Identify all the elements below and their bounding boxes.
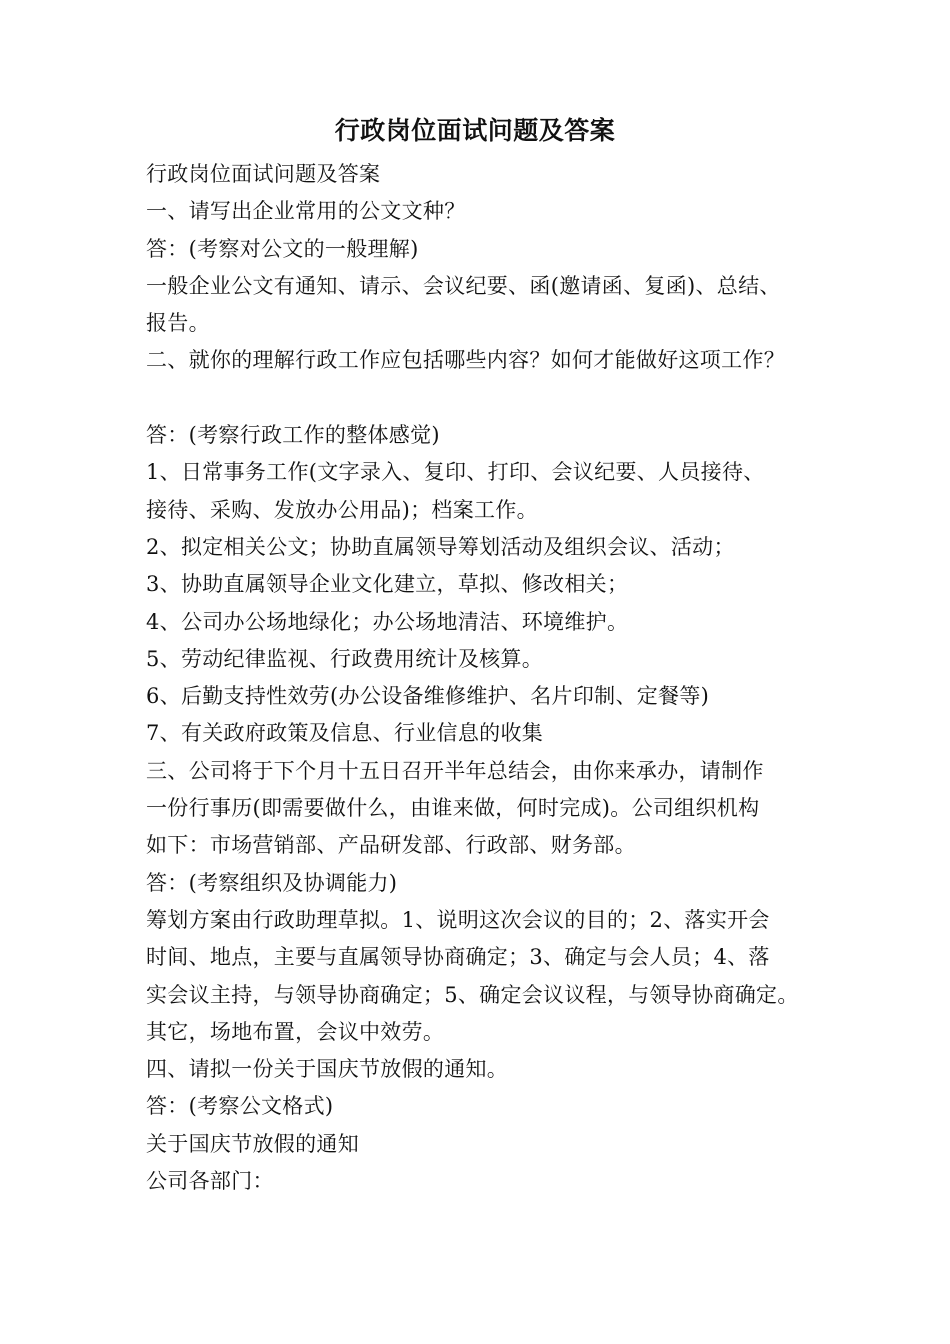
- text-line: 实会议主持，与领导协商确定；5、确定会议议程，与领导协商确定。: [146, 982, 799, 1007]
- text-line: 答：(考察组织及协调能力): [146, 870, 398, 895]
- text-line: 二、就你的理解行政工作应包括哪些内容？如何才能做好这项工作？: [146, 348, 785, 373]
- text-line: 6、后勤支持性效劳(办公设备维修维护、名片印制、定餐等): [146, 684, 710, 709]
- text-line: 答：(考察公文格式): [146, 1094, 334, 1119]
- text-line: 答：(考察对公文的一般理解): [146, 236, 419, 261]
- text-line: 答：(考察行政工作的整体感觉): [146, 423, 440, 448]
- text-line: 7、有关政府政策及信息、行业信息的收集: [146, 721, 544, 746]
- text-line: 三、公司将于下个月十五日召开半年总结会，由你来承办，请制作: [146, 758, 764, 783]
- text-line: 接待、采购、发放办公用品)；档案工作。: [146, 497, 538, 522]
- document-title: 行政岗位面试问题及答案: [334, 116, 616, 145]
- text-line: 时间、地点，主要与直属领导协商确定；3、确定与会人员；4、落: [146, 945, 770, 970]
- text-line: 行政岗位面试问题及答案: [146, 162, 381, 186]
- text-line: 1、日常事务工作(文字录入、复印、打印、会议纪要、人员接待、: [146, 460, 765, 485]
- text-line: 公司各部门：: [146, 1169, 274, 1194]
- text-line: 筹划方案由行政助理草拟。1、说明这次会议的目的；2、落实开会: [146, 907, 770, 932]
- text-line: 其它，场地布置，会议中效劳。: [146, 1019, 445, 1044]
- text-line: 4、公司办公场地绿化；办公场地清洁、环境维护。: [146, 609, 629, 634]
- text-line: 一份行事历(即需要做什么，由谁来做，何时完成)。公司组织机构: [146, 796, 760, 821]
- text-line: 一般企业公文有通知、请示、会议纪要、函(邀请函、复函)、总结、: [146, 273, 781, 298]
- blank-line: [146, 380, 846, 417]
- text-line: 5、劳动纪律监视、行政费用统计及核算。: [146, 646, 544, 671]
- text-line: 3、协助直属领导企业文化建立，草拟、修改相关；: [146, 572, 629, 597]
- text-line: 报告。: [146, 311, 210, 336]
- text-line: 四、请拟一份关于国庆节放假的通知。: [146, 1057, 509, 1082]
- text-line: 2、拟定相关公文；协助直属领导筹划活动及组织会议、活动；: [146, 534, 735, 559]
- text-line: 一、请写出企业常用的公文文种？: [146, 199, 466, 224]
- text-line: 关于国庆节放假的通知: [146, 1131, 359, 1156]
- document-body: [146, 156, 846, 1200]
- text-line: 如下：市场营销部、产品研发部、行政部、财务部。: [146, 833, 636, 858]
